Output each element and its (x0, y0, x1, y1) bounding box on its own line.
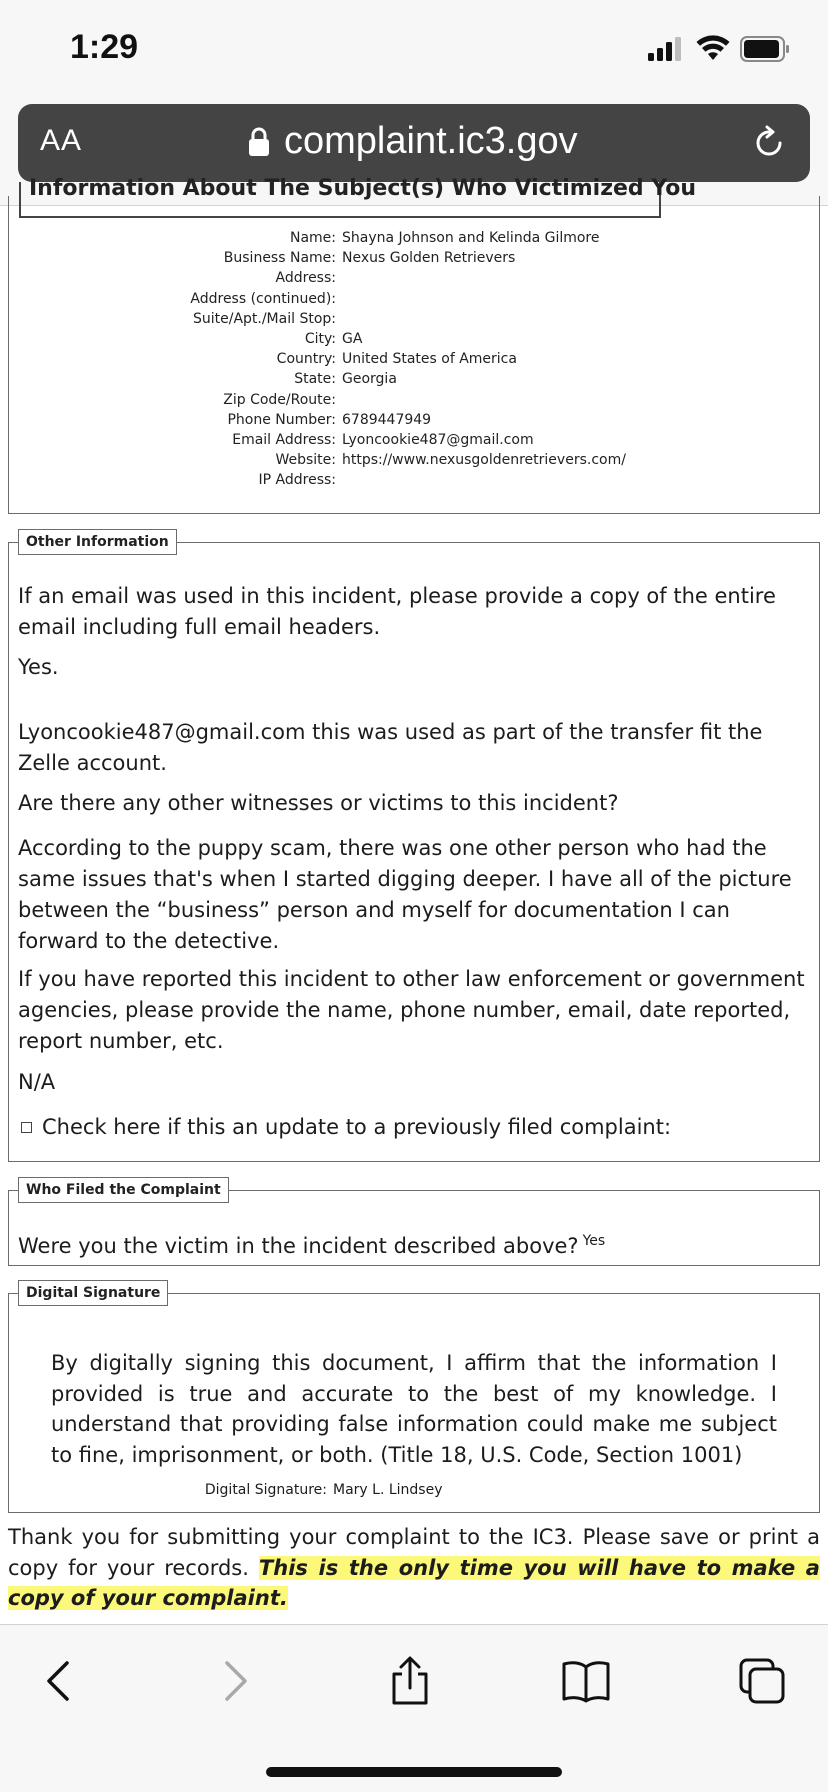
share-icon (388, 1656, 432, 1706)
subject-field-label: Zip Code/Route: (223, 391, 336, 408)
subject-field-label: City: (304, 330, 336, 347)
subject-field-label: Email Address: (232, 431, 336, 448)
tabs-icon (738, 1657, 786, 1705)
url-text: complaint.ic3.gov (284, 120, 578, 162)
text-size-label: AA (40, 124, 83, 157)
page-content (0, 176, 828, 1624)
subject-field-row (9, 228, 819, 248)
email-answer-detail: Lyoncookie487@gmail.com this was used as part of the transfer fit the Zelle account. (18, 720, 763, 775)
subject-field-label: Address (continued): (190, 290, 336, 307)
digital-signature-legend: Digital Signature (18, 1280, 168, 1306)
signature-statement: By digitally signing this document, I affirm that the information I provided is true and accurate to the best of my knowledge. I understand that providing false information could make me subject to fine, imprisonment, or both. (Title 18, U.S. Code, Section 1001) (51, 1351, 777, 1467)
thank-you-message (8, 1522, 820, 1614)
chevron-right-icon (221, 1659, 251, 1703)
other-information-section (8, 534, 820, 1162)
thank-you-text: Thank you for submitting your complaint to the IC3. Please save or print a copy for your records. (8, 1525, 820, 1580)
reload-icon[interactable] (750, 124, 788, 162)
subject-field-value (342, 470, 819, 490)
witnesses-question: Are there any other witnesses or victims to this incident? (18, 791, 619, 815)
subject-field-value (342, 390, 819, 410)
subject-field-row (9, 268, 819, 288)
subject-field-label: Business Name: (223, 250, 336, 267)
status-time: 1:29 (70, 28, 139, 66)
subject-field-label: Country: (276, 351, 336, 368)
who-filed-legend: Who Filed the Complaint (18, 1177, 229, 1203)
subject-field-value (342, 268, 819, 288)
email-answer: Yes. (18, 655, 59, 679)
subject-field-row (9, 329, 819, 349)
back-button[interactable] (30, 1653, 86, 1709)
subject-field-value: Lyoncookie487@gmail.com (342, 431, 534, 448)
victim-answer: Yes (582, 1233, 606, 1249)
update-checkbox[interactable] (21, 1122, 32, 1133)
subject-field-label: IP Address: (258, 472, 336, 489)
subject-field-value: United States of America (342, 351, 517, 368)
subject-field-row (9, 309, 819, 329)
digital-signature-section (8, 1285, 820, 1513)
subject-section-legend (19, 176, 697, 218)
subject-fields (9, 228, 819, 490)
subject-field-value: Georgia (342, 371, 397, 388)
witnesses-answer: According to the puppy scam, there was one other person who had the same issues that's when I started digging deeper. I have all of the picture between the “business” person and myself for documentation I can forward to the detective. (18, 836, 792, 953)
victim-question-row (18, 1227, 605, 1260)
subject-field-row (9, 430, 819, 450)
subject-field-label: Address: (275, 270, 336, 287)
subject-field-row (9, 248, 819, 268)
subject-section (8, 176, 820, 514)
status-bar (0, 0, 828, 98)
chevron-left-icon (43, 1659, 73, 1703)
tabs-button[interactable] (734, 1653, 790, 1709)
subject-field-value: Shayna Johnson and Kelinda Gilmore (342, 230, 600, 246)
home-indicator (266, 1767, 562, 1777)
subject-field-value (342, 289, 819, 309)
other-information-legend: Other Information (18, 529, 177, 555)
subject-field-row (9, 450, 819, 470)
wifi-icon (696, 37, 730, 61)
other-agencies-question: If you have reported this incident to other law enforcement or government agencies, please provide the name, phone number, email, date reported, report number, etc. (18, 967, 805, 1053)
subject-field-label: State: (294, 371, 336, 388)
address-bar[interactable] (18, 104, 810, 182)
subject-field-row (9, 369, 819, 389)
email-question: If an email was used in this incident, please provide a copy of the entire email including full email headers. (18, 584, 776, 639)
subject-field-row (9, 470, 819, 490)
signature-label: Digital Signature: (204, 1482, 327, 1498)
update-checkbox-label: Check here if this an update to a previously filed complaint: (42, 1115, 672, 1139)
bottom-toolbar (0, 1624, 828, 1792)
subject-field-row (9, 349, 819, 369)
subject-field-label: Name: (289, 230, 336, 246)
subject-field-label: Phone Number: (227, 411, 336, 428)
subject-section-title: Information About The Subject(s) Who Victimized You (29, 176, 697, 201)
share-button[interactable] (382, 1653, 438, 1709)
victim-question: Were you the victim in the incident described above? (18, 1234, 579, 1258)
status-icons (648, 36, 790, 62)
subject-field-value: GA (342, 330, 363, 347)
signature-row (9, 1482, 819, 1498)
subject-field-value: Nexus Golden Retrievers (342, 250, 516, 267)
subject-field-row (9, 410, 819, 430)
book-icon (561, 1659, 611, 1703)
signature-value: Mary L. Lindsey (333, 1482, 443, 1498)
update-checkbox-row (18, 1112, 808, 1143)
lock-icon (248, 127, 270, 157)
subject-field-label: Suite/Apt./Mail Stop: (192, 310, 336, 327)
battery-icon (740, 36, 790, 62)
who-filed-section (8, 1182, 820, 1266)
subject-field-value: 6789447949 (342, 411, 432, 428)
other-agencies-answer: N/A (18, 1070, 56, 1094)
copy-reminder-highlight: This is the only time you will have to make a copy of your complaint. (8, 1555, 820, 1610)
subject-field-value: https://www.nexusgoldenretrievers.com/ (342, 452, 626, 469)
subject-field-row (9, 390, 819, 410)
subject-field-row (9, 289, 819, 309)
cellular-signal-icon (648, 37, 686, 61)
subject-field-value (342, 309, 819, 329)
forward-button[interactable] (208, 1653, 264, 1709)
subject-field-label: Website: (275, 452, 336, 469)
text-size-button[interactable] (40, 124, 82, 158)
bookmarks-button[interactable] (558, 1653, 614, 1709)
